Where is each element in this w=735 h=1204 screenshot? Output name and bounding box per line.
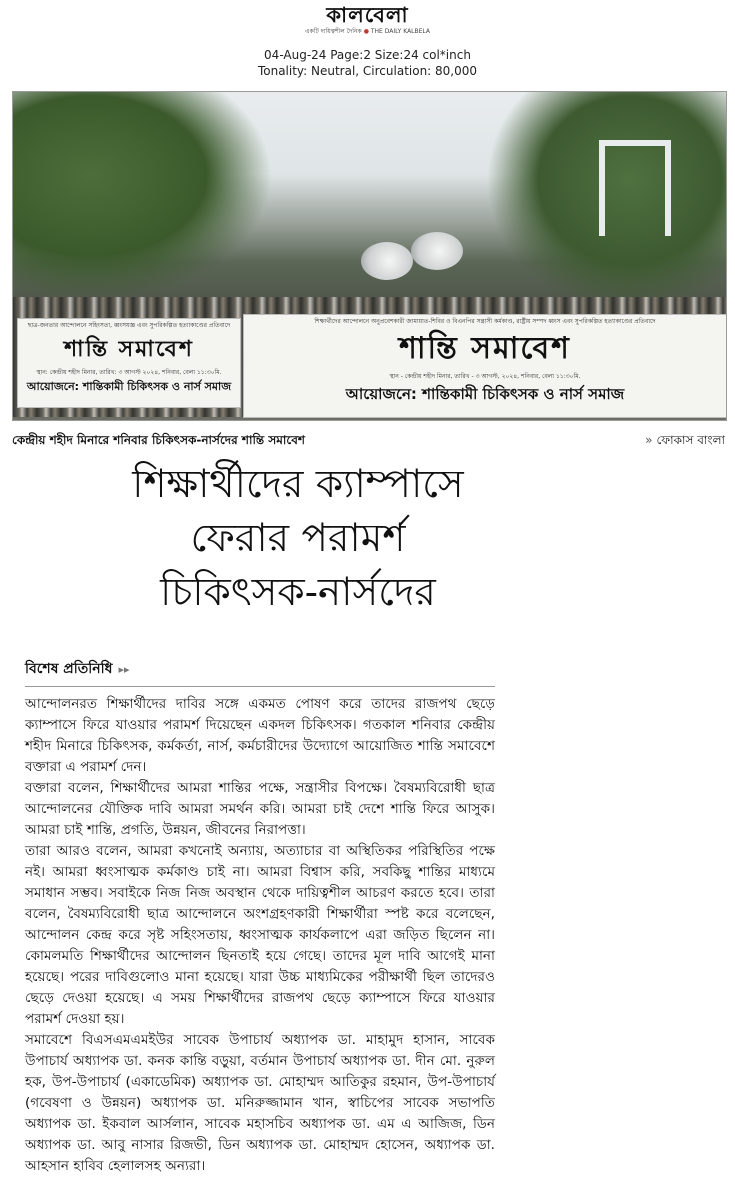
headline-line1: শিক্ষার্থীদের ক্যাম্পাসে: [132, 462, 464, 507]
photo-credit: [645, 432, 725, 448]
loudspeaker-icon: [361, 242, 413, 280]
double-triangle-right-icon: ▸▸: [118, 663, 130, 676]
trees-left: [13, 92, 273, 302]
article-body: [25, 694, 495, 1177]
banner-left-title: শান্তি সমাবেশ: [64, 336, 194, 362]
byline-text: বিশেষ প্রতিনিধি: [25, 661, 113, 677]
banner-left: [17, 318, 241, 408]
tagline-dot-icon: ●: [363, 28, 369, 35]
loudspeaker-icon: [411, 232, 463, 270]
byline-divider: [25, 686, 495, 687]
clip-meta-line2: Tonality: Neutral, Circulation: 80,000: [257, 64, 478, 78]
double-chevron-right-icon: »: [645, 433, 653, 447]
byline: [25, 660, 130, 679]
photo-credit-text: ফোকাস বাংলা: [656, 433, 725, 447]
banner-right: [243, 314, 727, 418]
shaheed-minar-monument: [599, 140, 671, 236]
banner-right-venue: স্থান - কেন্দ্রীয় শহীদ মিনার, তারিখ - ৩ আগস্ট, ২০২৪, শনিবার, বেলা ১১:৩০মি.: [389, 373, 581, 380]
tagline-en: THE DAILY KALBELA: [370, 28, 431, 35]
banner-left-subtitle: ছাত্র-জনতার আন্দোলনে সহিংসতা, ধ্বংসযজ্ঞ এবং সুপরিকল্পিত হত্যাকাণ্ডের প্রতিবাদে: [27, 322, 231, 329]
headline-line3: চিকিৎসক-নার্সদের: [160, 570, 436, 615]
headline: [18, 458, 578, 620]
photo-caption: কেন্দ্রীয় শহীদ মিনারে শনিবার চিকিৎসক-নার্সদের শান্তি সমাবেশ: [12, 433, 306, 447]
article-paragraph: বক্তারা বলেন, শিক্ষার্থীদের আমরা শান্তির পক্ষে, সন্ত্রাসীর বিপক্ষে। বৈষম্যবিরোধী ছাত্র আন্দোলনের যৌক্তিক দাবি আমরা সমর্থন করি। আমরা চাই দেশে শান্তি ফিরে আসুক। আমরা চাই শান্তি, প্রগতি, উন্নয়ন, জীবনের নিরাপত্তা।: [25, 780, 495, 838]
tagline-bn: একটি দায়িত্বশীল দৈনিক: [304, 28, 362, 35]
clip-meta-line1: 04-Aug-24 Page:2 Size:24 col*inch: [264, 48, 471, 62]
headline-line2: ফেরার পরামর্শ: [190, 516, 406, 561]
clip-meta: [0, 47, 735, 79]
article-paragraph: সমাবেশে বিএসএমএমইউর সাবেক উপাচার্য অধ্যাপক ডা. মাহামুদ হাসান, সাবেক উপাচার্য অধ্যাপক ডা. কনক কান্তি বড়ুয়া, বর্তমান উপাচার্য অধ্যাপক ডা. দীন মো. নুরুল হক, উপ-উপাচার্য (একাডেমিক) অধ্যাপক ডা. মোহাম্মদ আতিকুর রহমান, উপ-উপাচার্য (গবেষণা ও উন্নয়ন) অধ্যাপক ডা. মনিরুজ্জামান খান, স্বাচিপের সাবেক সভাপতি অধ্যাপক ডা. ইকবাল আর্সলান, সাবেক মহাসচিব অধ্যাপক ডা. এম এ আজিজ, ডিন অধ্যাপক ডা. আবু নাসার রিজভী, ডিন অধ্যাপক ডা. মোহাম্মদ হোসেন, অধ্যাপক ডা. আহসান হাবিব হেলালসহ অন্যরা।: [25, 1032, 495, 1174]
article-paragraph: তারা আরও বলেন, আমরা কখনোই অন্যায়, অত্যাচার বা অস্থিতিকর পরিস্থিতির পক্ষে নই। আমরা ধ্বংসাত্মক কর্মকাণ্ড চাই না। আমরা বিশ্বাস করি, সবকিছু শান্তির মাধ্যমে সমাধান সম্ভব। সবাইকে নিজ নিজ অবস্থান থেকে দায়িত্বশীল আচরণ করতে হবে। তারা বলেন, বৈষম্যবিরোধী ছাত্র আন্দোলনে অংশগ্রহণকারী শিক্ষার্থীরা স্পষ্ট করে বলেছেন, আন্দোলন কেন্দ্র করে সৃষ্ট সহিংসতায়, ধ্বংসাত্মক কার্যকলাপে এরা জড়িত ছিলেন না। কোমলমতি শিক্ষার্থীদের আন্দোলন ছিনতাই হয়ে গেছে। তাদের মূল দাবি আগেই মানা হয়েছে। পরের দাবিগুলোও মানা হয়েছে। যারা উচ্চ মাধ্যমিকের পরীক্ষার্থী ছিল তাদেরও ছেড়ে দেওয়া হয়েছে। এ সময় শিক্ষার্থীদের রাজপথ ছেড়ে ক্যাম্পাসে ফিরে যাওয়ার পরামর্শ দেওয়া হয়।: [25, 843, 495, 1027]
banner-left-venue: স্থান: কেন্দ্রীয় শহীদ মিনার, তারিখ: ৩ আগস্ট ২০২৪, শনিবার, বেলা ১১:৩০মি.: [36, 369, 222, 376]
banner-right-organizer: আয়োজনে: শান্তিকামী চিকিৎসক ও নার্স সমাজ: [345, 385, 625, 403]
news-photo: [12, 91, 727, 421]
masthead-tagline: [0, 28, 735, 35]
newspaper-logo: কালবেলা: [326, 2, 409, 27]
masthead: [0, 2, 735, 35]
banner-left-organizer: আয়োজনে: শান্তিকামী চিকিৎসক ও নার্স সমাজ: [26, 380, 232, 393]
banner-right-subtitle: শিক্ষার্থীদের আন্দোলনে অনুপ্রবেশকারী জামায়াত-শিবির ও বিএনপির সন্ত্রাসী কর্মকাণ্ড, রাষ্ট্রীয় সম্পদ ধ্বংস এবং সুপরিকল্পিত হত্যাকাণ্ডের প্রতিবাদে: [314, 318, 656, 325]
article-paragraph: আন্দোলনরত শিক্ষার্থীদের দাবির সঙ্গে একমত পোষণ করে তাদের রাজপথ ছেড়ে ক্যাম্পাসে ফিরে যাওয়ার পরামর্শ দিয়েছেন একদল চিকিৎসক। গতকাল শনিবার কেন্দ্রীয় শহীদ মিনারে চিকিৎসক, কর্মকর্তা, নার্স, কর্মচারীদের উদ্যোগে আয়োজিত শান্তি সমাবেশে বক্তারা এ পরামর্শ দেন।: [25, 696, 495, 775]
banner-right-title: শান্তি সমাবেশ: [399, 331, 571, 366]
